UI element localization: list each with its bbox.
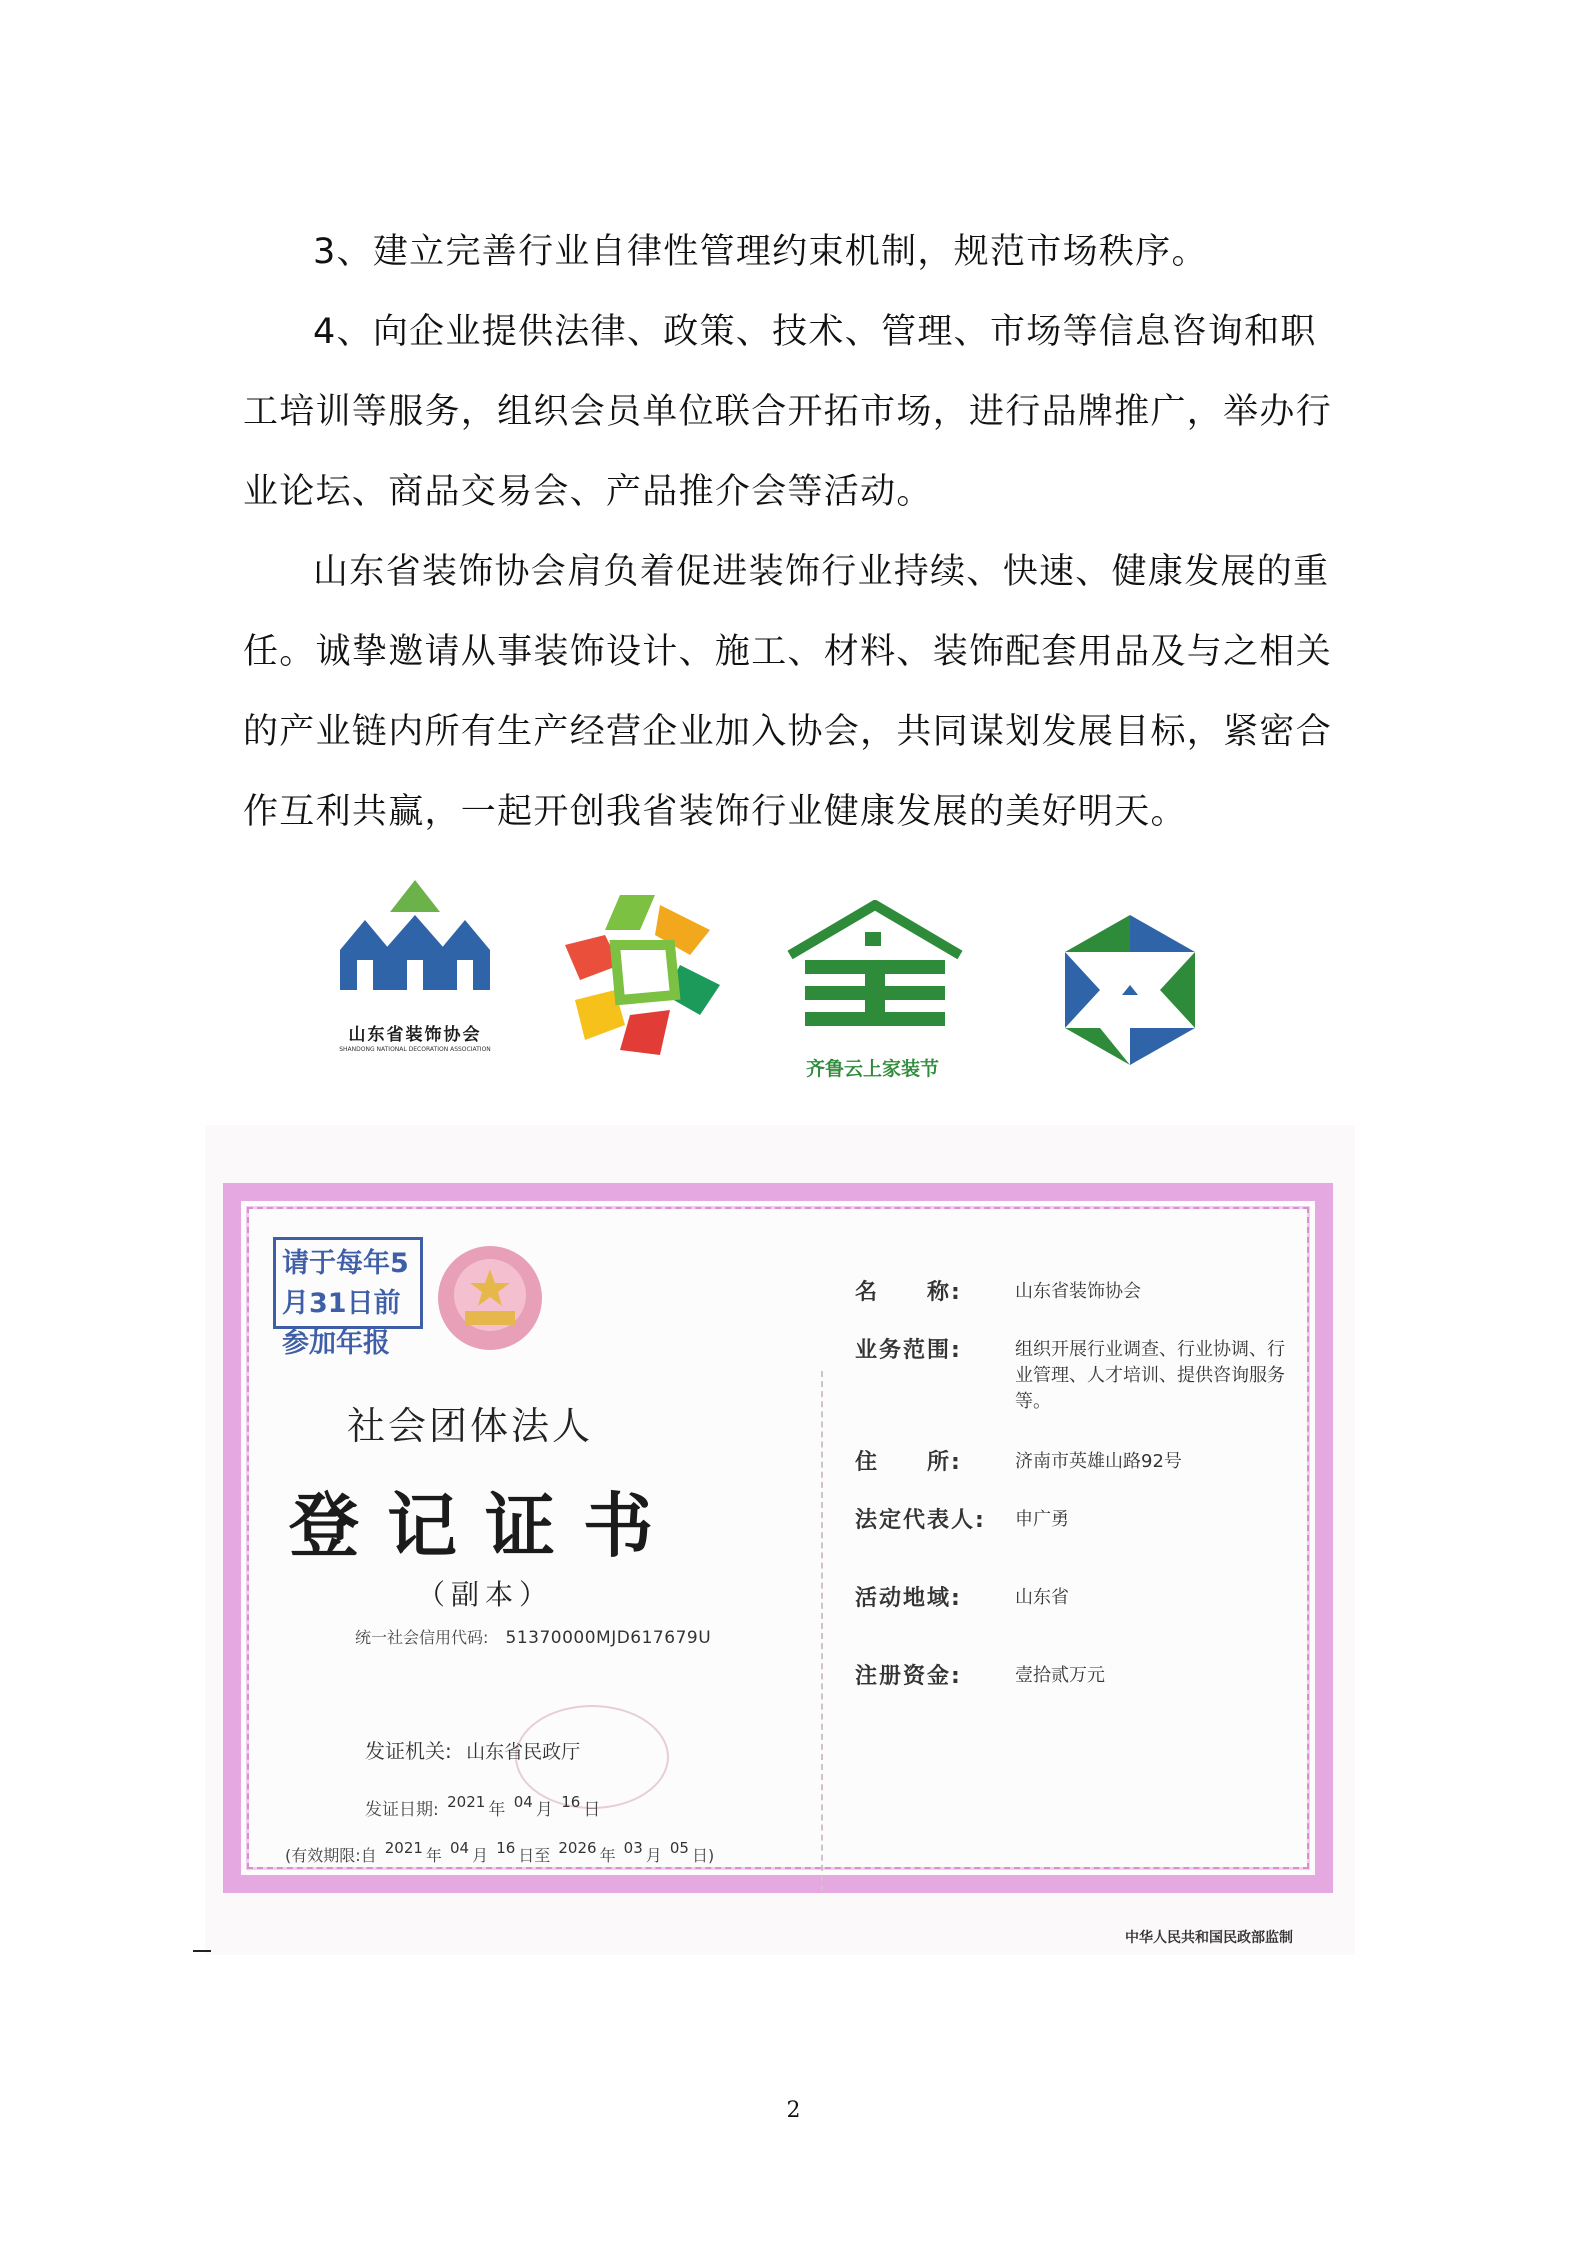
page-number: 2 (786, 2098, 801, 2123)
logo1-name: 山东省装饰协会 (348, 1025, 482, 1045)
field-activity-region: 活动地域: 山东省 (855, 1586, 1069, 1611)
field-business-scope: 业务范围: 组织开展行业调查、行业协调、行业管理、人才培训、提供咨询服务等。 (855, 1338, 1285, 1412)
validity-period: (有效期限:自 2021 年 04 月 16 日至 2026 年 03 月 05 日) (285, 1839, 715, 1865)
credit-code-label: 统一社会信用代码: (355, 1628, 489, 1647)
supervisor-note: 中华人民共和国民政部监制 (1125, 1930, 1293, 1946)
paragraph-invitation: 山东省装饰协会肩负着促进装饰行业持续、快速、健康发展的重任。诚挚邀请从事装饰设计、施工、材料、装饰配套用品及与之相关的产业链内所有生产经营企业加入协会，共同谋划发展目标，紧密合作互利共赢，一起开创我省装饰行业健康发展的美好明天。 (243, 552, 1333, 832)
body-text (243, 212, 1349, 852)
fold-line (821, 1371, 823, 1891)
valid-from-month: 04 (450, 1839, 470, 1857)
issuer-label: 发证机关: (365, 1739, 452, 1763)
hexagon-icon (1050, 910, 1210, 1070)
credit-code (355, 1625, 711, 1648)
issue-year: 2021 (447, 1793, 486, 1811)
hexagon-cycle-logo (1050, 910, 1210, 1070)
issuing-authority (365, 1735, 580, 1764)
national-emblem-icon (430, 1243, 550, 1358)
shandong-decoration-association-logo (335, 880, 495, 1070)
issue-date: 发证日期: 2021 年 04 月 16 日 (365, 1793, 601, 1820)
certificate-title-line1: 社会团体法人 (346, 1404, 593, 1448)
annual-report-stamp: 请于每年5月31日前参加年报 (273, 1237, 423, 1329)
valid-to-month: 03 (623, 1839, 643, 1857)
valid-from-year: 2021 (384, 1839, 423, 1857)
qilu-home-decoration-logo (785, 900, 985, 1080)
logo3-name: 齐鲁云上家装节 (805, 1058, 939, 1080)
star-puzzle-logo (560, 890, 725, 1060)
certificate-title-line2: 登记证书 (289, 1485, 681, 1567)
paragraph-3: 3、建立完善行业自律性管理约束机制，规范市场秩序。 (313, 232, 1208, 272)
credit-code-value: 51370000MJD617679U (505, 1628, 712, 1648)
field-legal-representative: 法定代表人: 申广勇 (855, 1508, 1069, 1533)
valid-from-day: 16 (496, 1839, 516, 1857)
field-registered-capital: 注册资金: 壹拾贰万元 (855, 1664, 1105, 1689)
issuer-value: 山东省民政厅 (466, 1741, 581, 1763)
logo1-en: SHANDONG NATIONAL DECORATION ASSOCIATION (339, 1046, 491, 1053)
margin-mark (193, 1950, 211, 1952)
logo-row (0, 880, 1587, 1080)
star-icon (560, 890, 725, 1060)
certificate-title-line3: （副本） (416, 1578, 553, 1611)
houses-icon (335, 880, 495, 1020)
field-name: 名 称: 山东省装饰协会 (855, 1280, 1141, 1305)
issue-month: 04 (513, 1793, 533, 1811)
field-address: 住 所: 济南市英雄山路92号 (855, 1450, 1182, 1475)
certificate-fields (855, 1275, 1295, 1717)
house-roof-icon (785, 900, 965, 1050)
valid-to-year: 2026 (558, 1839, 597, 1857)
paragraph-4: 4、向企业提供法律、政策、技术、管理、市场等信息咨询和职工培训等服务，组织会员单位联合开拓市场，进行品牌推广，举办行业论坛、商品交易会、产品推介会等活动。 (243, 312, 1333, 512)
valid-to-day: 05 (669, 1839, 689, 1857)
issue-date-label: 发证日期: (365, 1800, 439, 1820)
registration-certificate-image (205, 1125, 1355, 1955)
issue-day: 16 (561, 1793, 581, 1811)
validity-prefix: (有效期限:自 (285, 1846, 377, 1865)
